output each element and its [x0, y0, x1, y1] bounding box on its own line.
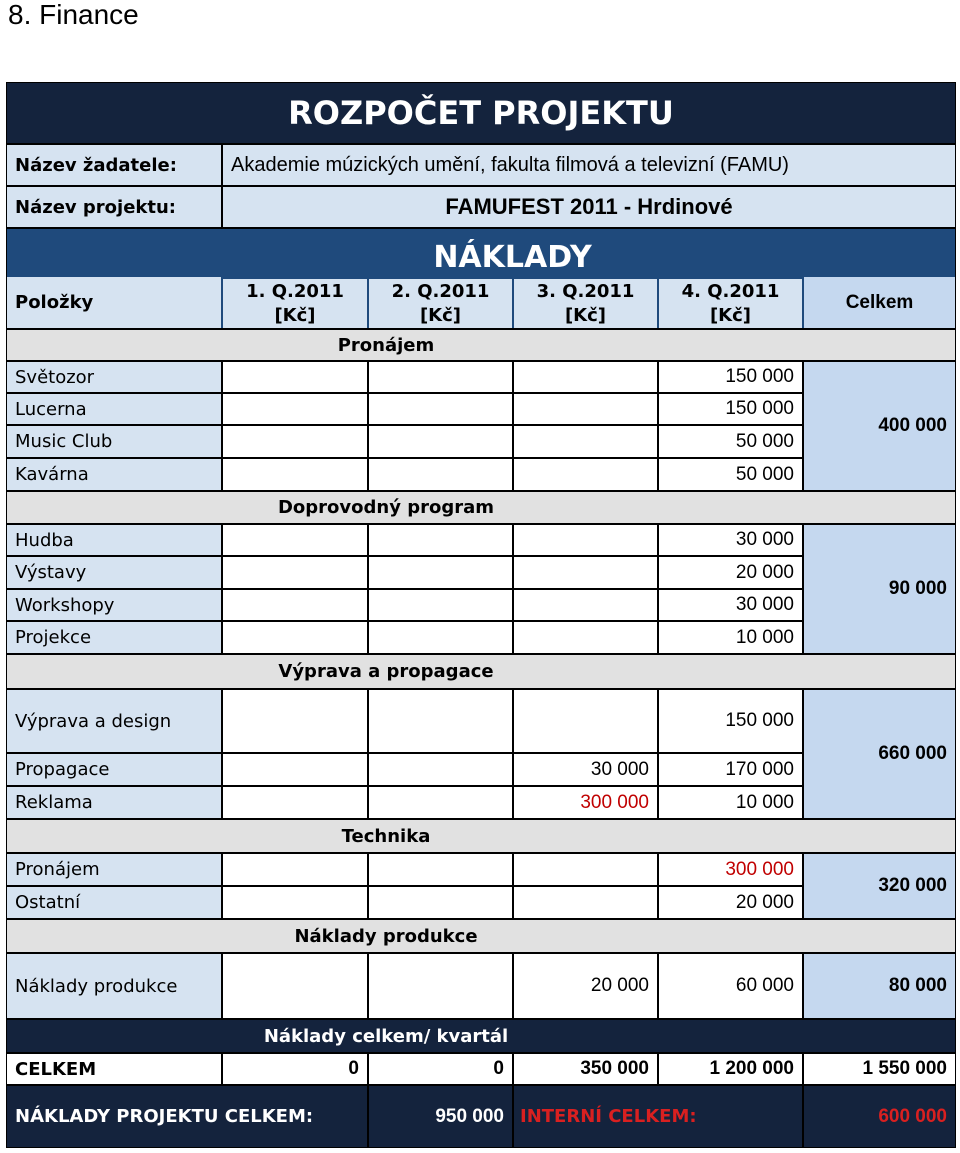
section-total: 80 000	[804, 954, 955, 1018]
row-value-q2	[369, 459, 512, 490]
row-value-q3	[514, 590, 657, 620]
row-value-q3	[514, 362, 657, 392]
row-value-q4: 150 000	[659, 394, 802, 424]
internal-total-label: INTERNÍ CELKEM:	[514, 1086, 802, 1147]
row-value-q2	[369, 557, 512, 588]
section-header: Pronájem	[7, 330, 955, 360]
budget-table	[6, 82, 956, 1148]
row-value-q2	[369, 690, 512, 752]
quarter-header-label: 2. Q.2011	[391, 280, 490, 302]
row-value-q1	[223, 854, 367, 885]
section-total: 320 000	[804, 854, 955, 918]
row-value-q2	[369, 854, 512, 885]
row-label: Pronájem	[7, 854, 221, 885]
quarter-header-unit: [Kč]	[709, 304, 752, 326]
row-value-q3	[514, 887, 657, 918]
row-label: Lucerna	[7, 394, 221, 424]
costs-title: NÁKLADY	[223, 233, 802, 281]
row-label: Projekce	[7, 622, 221, 653]
items-header: Položky	[7, 277, 221, 328]
row-value-q4: 20 000	[659, 557, 802, 588]
row-value-q3	[514, 690, 657, 752]
row-value-q2	[369, 394, 512, 424]
row-label: Propagace	[7, 754, 221, 785]
grand-total-q1: 0	[223, 1054, 367, 1084]
section-header: Výprava a propagace	[7, 655, 955, 688]
row-value-q2	[369, 887, 512, 918]
grand-total-value: 1 550 000	[804, 1054, 955, 1084]
row-label: Ostatní	[7, 887, 221, 918]
row-value-q3: 20 000	[514, 954, 657, 1018]
row-value-q2	[369, 590, 512, 620]
row-label: Hudba	[7, 525, 221, 555]
row-value-q4: 10 000	[659, 622, 802, 653]
quarter-header-3	[514, 279, 657, 328]
grand-total-q4: 1 200 000	[659, 1054, 802, 1084]
internal-total-value: 600 000	[804, 1086, 955, 1147]
row-value-q1	[223, 525, 367, 555]
row-value-q1	[223, 887, 367, 918]
row-label: Výprava a design	[7, 690, 221, 752]
row-label: Workshopy	[7, 590, 221, 620]
row-value-q4: 50 000	[659, 459, 802, 490]
row-value-q1	[223, 394, 367, 424]
row-value-q4: 20 000	[659, 887, 802, 918]
row-value-q4: 50 000	[659, 426, 802, 457]
applicant-value: Akademie múzických umění, fakulta filmová a televizní (FAMU)	[223, 145, 955, 185]
row-value-q2	[369, 754, 512, 785]
row-value-q2	[369, 426, 512, 457]
row-value-q2	[369, 622, 512, 653]
applicant-label: Název žadatele:	[7, 145, 221, 185]
grand-total-q2: 0	[369, 1054, 512, 1084]
quarter-header-unit: [Kč]	[274, 304, 316, 326]
project-total-label: NÁKLADY PROJEKTU CELKEM:	[7, 1086, 367, 1147]
quarter-header-unit: [Kč]	[419, 304, 462, 326]
row-value-q4: 150 000	[659, 690, 802, 752]
row-label: Výstavy	[7, 557, 221, 588]
row-value-q4: 60 000	[659, 954, 802, 1018]
row-value-q4: 10 000	[659, 787, 802, 818]
row-value-q3: 300 000	[514, 787, 657, 818]
row-label: Kavárna	[7, 459, 221, 490]
total-header: Celkem	[804, 277, 955, 328]
quarter-header-4	[659, 279, 802, 328]
grand-total-q3: 350 000	[514, 1054, 657, 1084]
row-value-q1	[223, 459, 367, 490]
row-value-q3: 30 000	[514, 754, 657, 785]
quarter-header-label: 1. Q.2011	[246, 280, 344, 302]
row-value-q3	[514, 394, 657, 424]
row-label: Náklady produkce	[7, 954, 221, 1018]
row-value-q1	[223, 690, 367, 752]
row-value-q4: 30 000	[659, 590, 802, 620]
row-value-q1	[223, 622, 367, 653]
row-value-q4: 300 000	[659, 854, 802, 885]
row-label: Music Club	[7, 426, 221, 457]
row-value-q4: 30 000	[659, 525, 802, 555]
section-total: 660 000	[804, 690, 955, 818]
row-value-q4: 150 000	[659, 362, 802, 392]
quarter-header-2	[369, 279, 512, 328]
quarter-header-label: 3. Q.2011	[536, 280, 635, 302]
row-value-q2	[369, 362, 512, 392]
project-label: Název projektu:	[7, 187, 221, 227]
row-label: Světozor	[7, 362, 221, 392]
row-value-q2	[369, 954, 512, 1018]
project-value: FAMUFEST 2011 - Hrdinové	[223, 187, 955, 227]
budget-title: ROZPOČET PROJEKTU	[7, 83, 955, 143]
row-value-q3	[514, 557, 657, 588]
section-header: Náklady produkce	[7, 920, 955, 952]
section-header: Doprovodný program	[7, 492, 955, 523]
quarter-header-unit: [Kč]	[564, 304, 607, 326]
row-value-q1	[223, 557, 367, 588]
row-value-q4: 170 000	[659, 754, 802, 785]
quarter-total-header: Náklady celkem/ kvartál	[7, 1020, 955, 1052]
row-value-q3	[514, 426, 657, 457]
section-total: 400 000	[804, 362, 955, 490]
row-value-q1	[223, 590, 367, 620]
section-header: Technika	[7, 820, 955, 852]
quarter-header-1	[223, 279, 367, 328]
row-value-q1	[223, 954, 367, 1018]
row-value-q3	[514, 459, 657, 490]
row-value-q1	[223, 787, 367, 818]
row-value-q1	[223, 754, 367, 785]
page-heading: 8. Finance	[8, 0, 139, 30]
row-value-q2	[369, 525, 512, 555]
row-value-q3	[514, 854, 657, 885]
project-total-value: 950 000	[369, 1086, 512, 1147]
quarter-header-label: 4. Q.2011	[681, 280, 780, 302]
row-label: Reklama	[7, 787, 221, 818]
row-value-q2	[369, 787, 512, 818]
grand-total-label: CELKEM	[7, 1054, 221, 1084]
section-total: 90 000	[804, 525, 955, 653]
row-value-q3	[514, 622, 657, 653]
row-value-q1	[223, 426, 367, 457]
row-value-q1	[223, 362, 367, 392]
row-value-q3	[514, 525, 657, 555]
